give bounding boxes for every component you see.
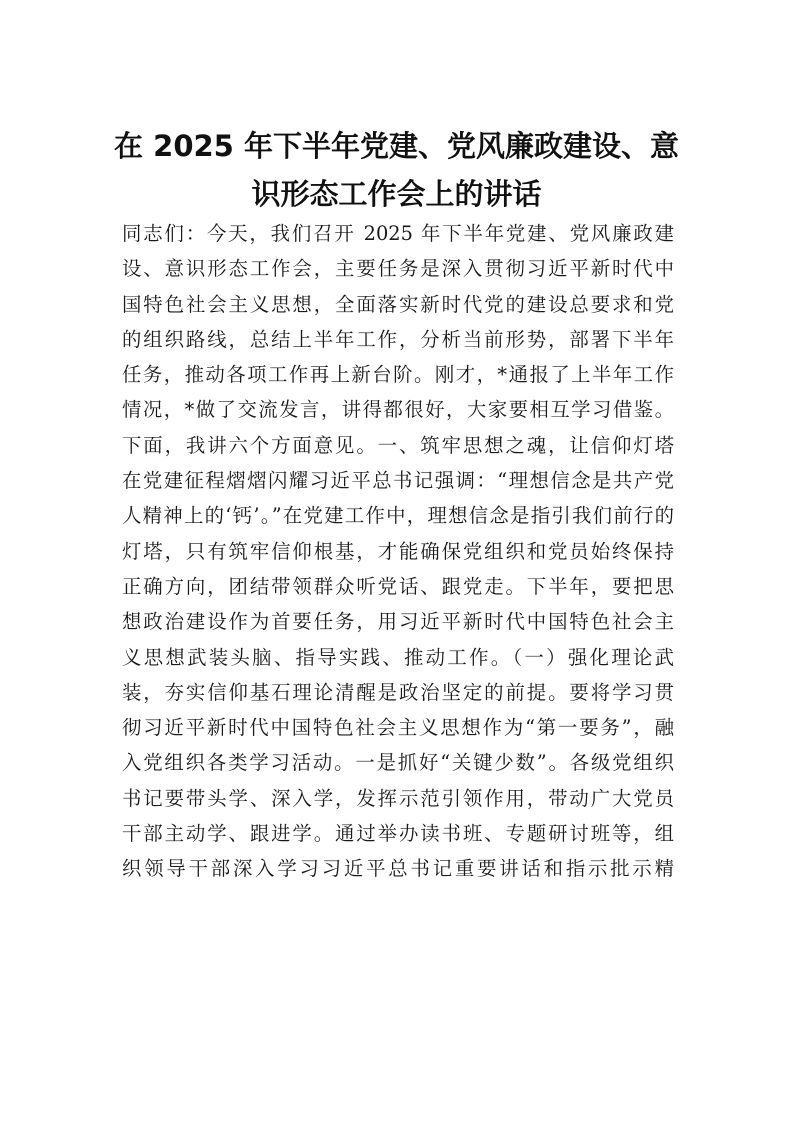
- body-line: 国特色社会主义思想，全面落实新时代党的建设总要求和党: [122, 292, 674, 316]
- body-line: 在党建征程熠熠闪耀习近平总书记强调：“理想信念是共产党: [122, 469, 674, 493]
- title-line: 在 2025 年下半年党建、党风廉政建设、意: [114, 129, 679, 163]
- body-line: 正确方向，团结带领群众听党话、跟党走。下半年，要把思: [122, 574, 674, 598]
- body-line: 设、意识形态工作会，主要任务是深入贯彻习近平新时代中: [122, 257, 674, 281]
- body-line: 入党组织各类学习活动。一是抓好“关键少数”。各级党组织: [122, 751, 674, 775]
- body-line: 书记要带头学、深入学，发挥示范引领作用，带动广大党员: [122, 786, 674, 810]
- body-line: 织领导干部深入学习习近平总书记重要讲话和指示批示精: [122, 857, 674, 881]
- body-line: 情况，*做了交流发言，讲得都很好，大家要相互学习借鉴。: [122, 398, 674, 422]
- body-line: 想政治建设作为首要任务，用习近平新时代中国特色社会主: [122, 610, 674, 634]
- body-line: 同志们：今天，我们召开 2025 年下半年党建、党风廉政建: [122, 222, 674, 245]
- body-line: 的组织路线，总结上半年工作，分析当前形势，部署下半年: [122, 327, 674, 351]
- body-line: 干部主动学、跟进学。通过举办读书班、专题研讨班等，组: [122, 822, 674, 846]
- body-line: 灯塔，只有筑牢信仰根基，才能确保党组织和党员始终保持: [122, 539, 674, 563]
- document-title: [110, 122, 683, 218]
- speech-body: [122, 216, 674, 887]
- body-line: 下面，我讲六个方面意见。一、筑牢思想之魂，让信仰灯塔: [122, 433, 674, 457]
- body-line: 任务，推动各项工作再上新台阶。刚才，*通报了上半年工作: [122, 363, 674, 387]
- body-line: 彻习近平新时代中国特色社会主义思想作为“第一要务”，融: [122, 716, 674, 740]
- title-line: 识形态工作会上的讲话: [251, 177, 542, 211]
- body-line: 义思想武装头脑、指导实践、推动工作。（一）强化理论武: [122, 645, 674, 669]
- body-line: 人精神上的‘钙’。”在党建工作中，理想信念是指引我们前行的: [122, 504, 674, 528]
- body-line: 装，夯实信仰基石理论清醒是政治坚定的前提。要将学习贯: [122, 680, 674, 704]
